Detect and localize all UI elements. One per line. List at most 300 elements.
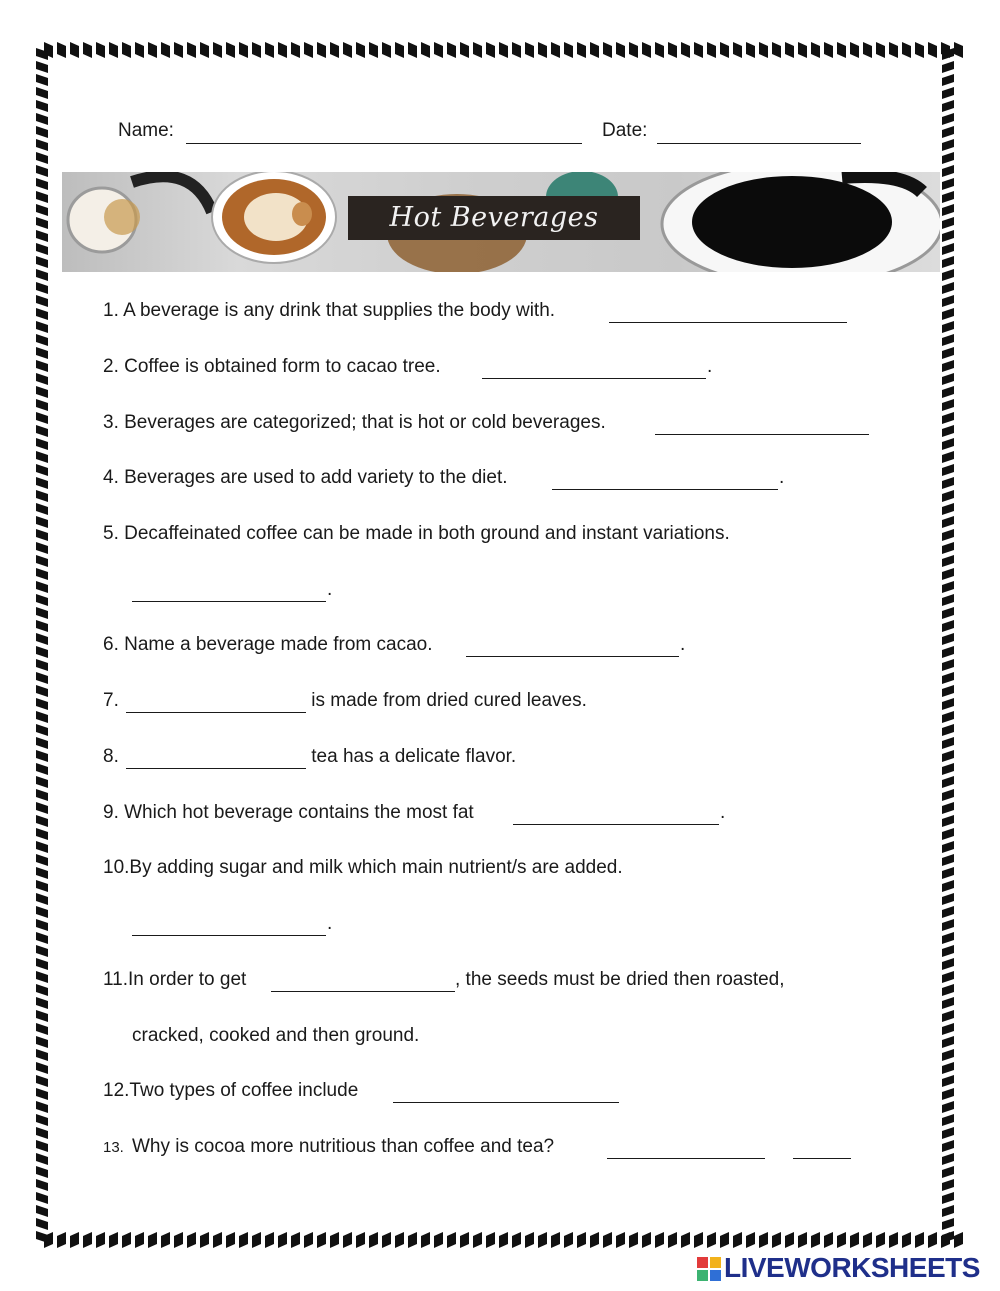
border-segment <box>36 841 48 853</box>
border-segment <box>942 373 954 385</box>
border-segment <box>291 1232 300 1248</box>
border-segment <box>174 42 183 58</box>
border-segment <box>837 42 846 58</box>
border-segment <box>668 1232 677 1248</box>
border-segment <box>44 1232 53 1248</box>
border-segment <box>772 42 781 58</box>
question-3: 3. Beverages are categorized; that is hot or cold beverages. <box>103 412 612 433</box>
border-segment <box>36 1075 48 1087</box>
border-segment <box>36 815 48 827</box>
border-segment <box>36 984 48 996</box>
border-segment <box>460 1232 469 1248</box>
date-field[interactable] <box>657 143 861 144</box>
border-segment <box>36 945 48 957</box>
liveworksheets-logo-icon <box>697 1257 721 1281</box>
border-segment <box>902 1232 911 1248</box>
border-segment <box>36 386 48 398</box>
border-segment <box>36 568 48 580</box>
border-segment <box>942 48 954 60</box>
border-segment <box>616 42 625 58</box>
border-segment <box>942 620 954 632</box>
border-segment <box>36 1205 48 1217</box>
border-segment <box>369 42 378 58</box>
border-segment <box>36 61 48 73</box>
border-segment <box>889 1232 898 1248</box>
border-segment <box>942 74 954 86</box>
border-segment <box>942 438 954 450</box>
border-segment <box>850 1232 859 1248</box>
border-segment <box>36 217 48 229</box>
border-segment <box>408 1232 417 1248</box>
border-segment <box>36 542 48 554</box>
border-segment <box>36 581 48 593</box>
border-segment <box>36 1218 48 1230</box>
border-segment <box>603 1232 612 1248</box>
border-segment <box>36 399 48 411</box>
border-segment <box>36 87 48 99</box>
question-11-continued: , the seeds must be dried then roasted, <box>455 969 785 990</box>
border-segment <box>942 334 954 346</box>
border-segment <box>668 42 677 58</box>
border-segment <box>83 1232 92 1248</box>
border-segment <box>36 1179 48 1191</box>
border-segment <box>942 282 954 294</box>
border-segment <box>226 42 235 58</box>
border-segment <box>36 711 48 723</box>
border-segment <box>36 698 48 710</box>
question-5: 5. Decaffeinated coffee can be made in both ground and instant variations. <box>103 523 730 544</box>
border-segment <box>161 1232 170 1248</box>
border-segment <box>512 42 521 58</box>
border-segment <box>942 87 954 99</box>
border-segment <box>942 412 954 424</box>
border-segment <box>942 945 954 957</box>
border-segment <box>655 42 664 58</box>
border-segment <box>564 42 573 58</box>
border-segment <box>577 42 586 58</box>
border-segment <box>83 42 92 58</box>
border-segment <box>148 42 157 58</box>
answer-12-field[interactable] <box>393 1102 619 1103</box>
border-segment <box>942 594 954 606</box>
border-segment <box>36 373 48 385</box>
border-segment <box>36 425 48 437</box>
border-segment <box>942 1166 954 1178</box>
answer-5-field[interactable] <box>132 601 326 602</box>
question-5-period: . <box>327 579 333 600</box>
question-6-period: . <box>680 634 686 655</box>
border-segment <box>36 1231 48 1243</box>
border-segment <box>772 1232 781 1248</box>
answer-3-field[interactable] <box>655 434 869 435</box>
question-7: is made from dried cured leaves. <box>306 690 587 711</box>
border-segment <box>36 191 48 203</box>
border-segment <box>694 1232 703 1248</box>
border-segment <box>942 906 954 918</box>
border-segment <box>942 451 954 463</box>
border-segment <box>942 490 954 502</box>
border-segment <box>36 594 48 606</box>
question-4: 4. Beverages are used to add variety to the diet. <box>103 467 513 488</box>
border-segment <box>36 776 48 788</box>
border-segment <box>473 1232 482 1248</box>
border-segment <box>942 815 954 827</box>
border-segment <box>876 42 885 58</box>
border-segment <box>213 42 222 58</box>
border-segment <box>36 1010 48 1022</box>
border-segment <box>36 1192 48 1204</box>
border-segment <box>942 204 954 216</box>
border-segment <box>486 1232 495 1248</box>
border-segment <box>551 1232 560 1248</box>
border-segment <box>942 776 954 788</box>
border-segment <box>655 1232 664 1248</box>
answer-1-field[interactable] <box>609 322 847 323</box>
border-segment <box>36 893 48 905</box>
answer-4-field[interactable] <box>552 489 778 490</box>
border-segment <box>36 256 48 268</box>
border-segment <box>512 1232 521 1248</box>
question-1: 1. A beverage is any drink that supplies the body with. <box>103 300 561 321</box>
border-segment <box>278 42 287 58</box>
border-segment <box>942 984 954 996</box>
border-segment <box>265 42 274 58</box>
border-segment <box>942 711 954 723</box>
border-segment <box>577 1232 586 1248</box>
border-segment <box>942 230 954 242</box>
border-segment <box>942 1140 954 1152</box>
border-segment <box>36 347 48 359</box>
border-segment <box>36 360 48 372</box>
border-segment <box>942 789 954 801</box>
answer-9-field[interactable] <box>513 824 719 825</box>
question-12: 12.Two types of coffee include <box>103 1080 364 1101</box>
border-segment <box>226 1232 235 1248</box>
border-segment <box>942 1075 954 1087</box>
border-segment <box>36 724 48 736</box>
border-segment <box>291 42 300 58</box>
border-segment <box>252 1232 261 1248</box>
border-segment <box>942 1062 954 1074</box>
answer-13-field[interactable] <box>607 1158 765 1159</box>
border-segment <box>642 42 651 58</box>
border-segment <box>551 42 560 58</box>
border-segment <box>942 386 954 398</box>
border-segment <box>252 42 261 58</box>
border-segment <box>36 1114 48 1126</box>
name-field[interactable] <box>186 143 582 144</box>
question-13-number: 13. <box>103 1139 124 1156</box>
border-segment <box>486 42 495 58</box>
border-segment <box>96 1232 105 1248</box>
border-segment <box>942 1010 954 1022</box>
border-segment <box>36 295 48 307</box>
border-segment <box>681 1232 690 1248</box>
border-segment <box>460 42 469 58</box>
border-segment <box>36 1166 48 1178</box>
question-10-period: . <box>327 913 333 934</box>
border-segment <box>720 1232 729 1248</box>
answer-11-field[interactable] <box>271 991 455 992</box>
border-segment <box>942 360 954 372</box>
border-segment <box>122 1232 131 1248</box>
border-segment <box>447 1232 456 1248</box>
border-segment <box>434 1232 443 1248</box>
border-segment <box>942 841 954 853</box>
border-segment <box>942 737 954 749</box>
border-segment <box>369 1232 378 1248</box>
border-segment <box>36 685 48 697</box>
border-segment <box>942 659 954 671</box>
border-segment <box>538 42 547 58</box>
border-segment <box>942 516 954 528</box>
border-segment <box>356 42 365 58</box>
border-segment <box>915 42 924 58</box>
border-segment <box>942 321 954 333</box>
border-segment <box>36 659 48 671</box>
border-segment <box>942 1127 954 1139</box>
border-segment <box>942 61 954 73</box>
border-segment <box>642 1232 651 1248</box>
border-segment <box>603 42 612 58</box>
border-segment <box>942 126 954 138</box>
border-segment <box>36 1140 48 1152</box>
border-segment <box>525 1232 534 1248</box>
border-segment <box>187 1232 196 1248</box>
border-segment <box>798 42 807 58</box>
border-segment <box>942 1036 954 1048</box>
border-segment <box>187 42 196 58</box>
border-segment <box>941 1232 950 1248</box>
answer-6-field[interactable] <box>466 656 679 657</box>
border-segment <box>36 243 48 255</box>
border-segment <box>36 503 48 515</box>
border-segment <box>265 1232 274 1248</box>
border-segment <box>421 42 430 58</box>
border-segment <box>36 906 48 918</box>
border-segment <box>942 308 954 320</box>
border-segment <box>36 477 48 489</box>
border-segment <box>942 1192 954 1204</box>
answer-10-field[interactable] <box>132 935 326 936</box>
border-segment <box>942 1023 954 1035</box>
border-segment <box>36 113 48 125</box>
border-segment <box>902 42 911 58</box>
border-segment <box>707 42 716 58</box>
border-segment <box>36 204 48 216</box>
border-segment <box>942 867 954 879</box>
border-segment <box>36 633 48 645</box>
border-segment <box>356 1232 365 1248</box>
border-segment <box>473 42 482 58</box>
border-segment <box>36 828 48 840</box>
border-segment <box>733 42 742 58</box>
border-segment <box>343 42 352 58</box>
border-segment <box>942 100 954 112</box>
border-segment <box>36 529 48 541</box>
question-4-period: . <box>779 467 785 488</box>
banner-title: Hot Beverages <box>348 196 640 240</box>
border-segment <box>36 1088 48 1100</box>
border-segment <box>36 750 48 762</box>
border-segment <box>36 126 48 138</box>
border-segment <box>824 42 833 58</box>
border-segment <box>36 269 48 281</box>
border-segment <box>942 1088 954 1100</box>
border-segment <box>915 1232 924 1248</box>
border-segment <box>148 1232 157 1248</box>
border-segment <box>57 1232 66 1248</box>
border-segment <box>200 42 209 58</box>
border-segment <box>942 1101 954 1113</box>
border-segment <box>707 1232 716 1248</box>
date-label: Date: <box>602 120 648 141</box>
border-segment <box>421 1232 430 1248</box>
border-segment <box>36 1049 48 1061</box>
border-segment <box>746 42 755 58</box>
border-segment <box>36 464 48 476</box>
border-segment <box>942 568 954 580</box>
border-segment <box>36 789 48 801</box>
border-segment <box>499 1232 508 1248</box>
border-segment <box>36 438 48 450</box>
border-segment <box>36 802 48 814</box>
border-segment <box>942 1218 954 1230</box>
border-segment <box>36 178 48 190</box>
border-segment <box>942 633 954 645</box>
border-segment <box>629 1232 638 1248</box>
border-segment <box>942 139 954 151</box>
answer-13-extra-field[interactable] <box>793 1158 851 1159</box>
border-segment <box>239 42 248 58</box>
border-segment <box>942 295 954 307</box>
border-segment <box>942 1049 954 1061</box>
border-segment <box>36 971 48 983</box>
border-segment <box>395 42 404 58</box>
border-segment <box>942 217 954 229</box>
border-segment <box>942 477 954 489</box>
border-segment <box>681 42 690 58</box>
border-segment <box>70 1232 79 1248</box>
border-segment <box>942 178 954 190</box>
border-segment <box>824 1232 833 1248</box>
border-segment <box>36 646 48 658</box>
border-segment <box>942 958 954 970</box>
border-segment <box>36 854 48 866</box>
question-13: Why is cocoa more nutritious than coffee and tea? <box>132 1136 560 1157</box>
question-6: 6. Name a beverage made from cacao. <box>103 634 438 655</box>
border-segment <box>343 1232 352 1248</box>
border-segment <box>36 607 48 619</box>
border-segment <box>942 971 954 983</box>
border-segment <box>733 1232 742 1248</box>
border-segment <box>36 490 48 502</box>
border-segment <box>785 1232 794 1248</box>
border-segment <box>942 854 954 866</box>
border-segment <box>36 282 48 294</box>
border-segment <box>798 1232 807 1248</box>
question-8-number: 8. <box>103 746 125 767</box>
border-segment <box>942 646 954 658</box>
border-segment <box>720 42 729 58</box>
question-11-line2: cracked, cooked and then ground. <box>132 1025 420 1046</box>
border-segment <box>928 42 937 58</box>
border-segment <box>36 139 48 151</box>
question-2-period: . <box>707 356 713 377</box>
border-segment <box>942 464 954 476</box>
liveworksheets-brand[interactable]: LIVEWORKSHEETS <box>724 1252 980 1283</box>
border-segment <box>395 1232 404 1248</box>
border-segment <box>434 42 443 58</box>
border-segment <box>36 919 48 931</box>
border-segment <box>36 412 48 424</box>
border-segment <box>759 42 768 58</box>
border-segment <box>213 1232 222 1248</box>
border-segment <box>850 42 859 58</box>
question-8: tea has a delicate flavor. <box>306 746 517 767</box>
border-segment <box>44 42 53 58</box>
border-segment <box>382 1232 391 1248</box>
border-segment <box>942 113 954 125</box>
border-segment <box>942 685 954 697</box>
border-segment <box>942 269 954 281</box>
border-segment <box>590 42 599 58</box>
border-segment <box>942 893 954 905</box>
border-segment <box>36 1036 48 1048</box>
border-segment <box>942 256 954 268</box>
border-segment <box>317 42 326 58</box>
border-segment <box>942 1153 954 1165</box>
border-segment <box>942 555 954 567</box>
border-segment <box>408 42 417 58</box>
border-segment <box>36 997 48 1009</box>
border-segment <box>942 191 954 203</box>
border-segment <box>942 399 954 411</box>
border-segment <box>36 1023 48 1035</box>
border-segment <box>942 607 954 619</box>
border-segment <box>954 1232 963 1248</box>
border-segment <box>36 1153 48 1165</box>
border-segment <box>36 321 48 333</box>
border-segment <box>36 48 48 60</box>
border-segment <box>942 425 954 437</box>
answer-2-field[interactable] <box>482 378 706 379</box>
border-segment <box>70 42 79 58</box>
border-segment <box>876 1232 885 1248</box>
answer-8-field[interactable] <box>126 768 306 769</box>
border-segment <box>382 42 391 58</box>
border-segment <box>942 919 954 931</box>
border-segment <box>837 1232 846 1248</box>
border-segment <box>889 42 898 58</box>
border-segment <box>36 1101 48 1113</box>
border-segment <box>941 42 950 58</box>
border-segment <box>36 1062 48 1074</box>
border-segment <box>36 763 48 775</box>
border-segment <box>36 672 48 684</box>
answer-7-field[interactable] <box>126 712 306 713</box>
question-9: 9. Which hot beverage contains the most fat <box>103 802 474 823</box>
border-segment <box>36 1127 48 1139</box>
border-segment <box>525 42 534 58</box>
border-segment <box>942 1205 954 1217</box>
border-segment <box>36 555 48 567</box>
border-segment <box>942 165 954 177</box>
border-segment <box>36 932 48 944</box>
border-segment <box>36 74 48 86</box>
border-segment <box>942 997 954 1009</box>
border-segment <box>811 42 820 58</box>
